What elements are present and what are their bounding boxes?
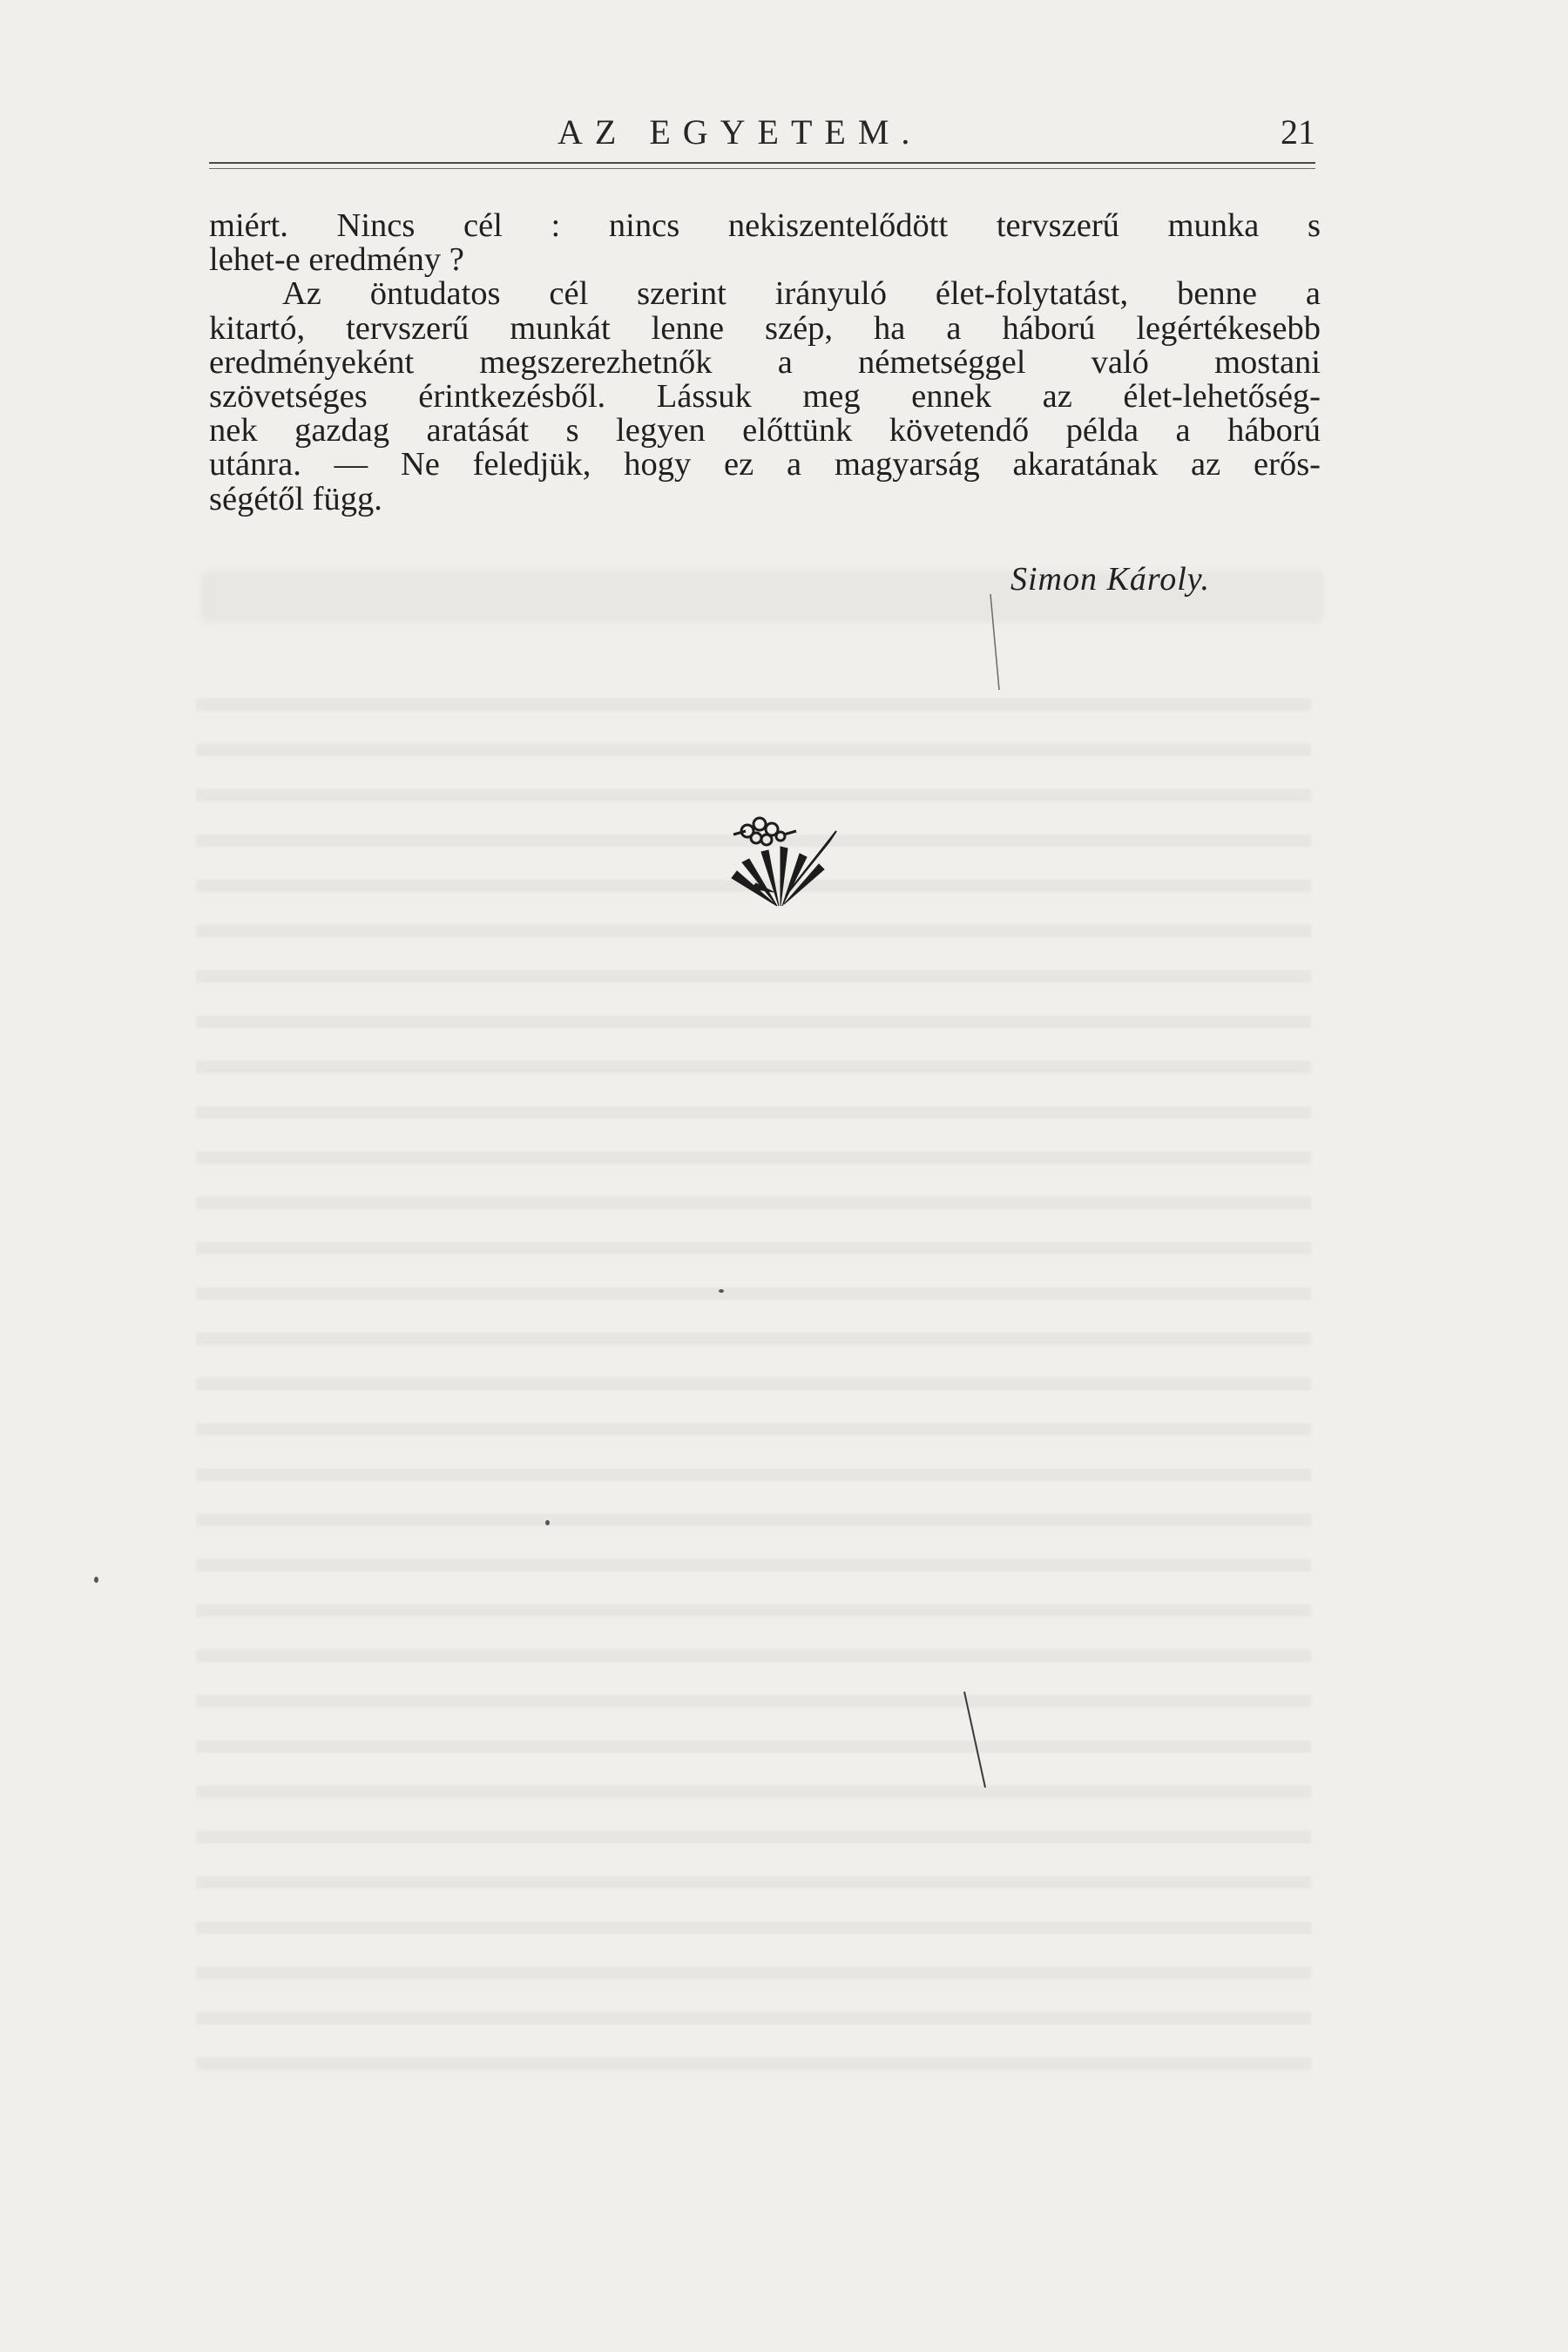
page-number: 21 [1281, 112, 1315, 152]
text-line: Az öntudatos cél szerint irányuló élet-folytatást, benne a [282, 275, 1321, 313]
text-line: utánra. — Ne feledjük, hogy ez a magyarság akaratának az erős- [209, 446, 1321, 483]
running-title: AZ EGYETEM. [558, 112, 923, 152]
text-line: kitartó, tervszerű munkát lenne szép, ha a háború legértékesebb [209, 309, 1321, 347]
page-header [209, 112, 1315, 155]
text-line: lehet-e eredmény ? [209, 241, 464, 279]
scan-speck [545, 1520, 550, 1525]
text-line: szövetséges érintkezésből. Lássuk meg ennek az élet-lehetőség- [209, 378, 1321, 416]
floral-sprig-icon [716, 808, 838, 909]
scan-speck [719, 1289, 724, 1293]
text-line: miért. Nincs cél : nincs nekiszentelődött tervszerű munka s [209, 207, 1321, 244]
scan-stroke [963, 1690, 989, 1794]
text-line: eredményeként megszerezhetnők a németséggel való mostani [209, 343, 1321, 381]
header-rule-bottom [209, 168, 1315, 169]
body-text [209, 209, 1321, 517]
scan-speck [94, 1577, 98, 1583]
header-rule-top [209, 162, 1315, 164]
scan-stroke [989, 592, 1006, 697]
text-line: nek gazdag aratását s legyen előttünk követendő példa a háború [209, 412, 1321, 449]
author-signature: Simon Károly. [1010, 561, 1211, 598]
text-line: ségétől függ. [209, 480, 382, 517]
